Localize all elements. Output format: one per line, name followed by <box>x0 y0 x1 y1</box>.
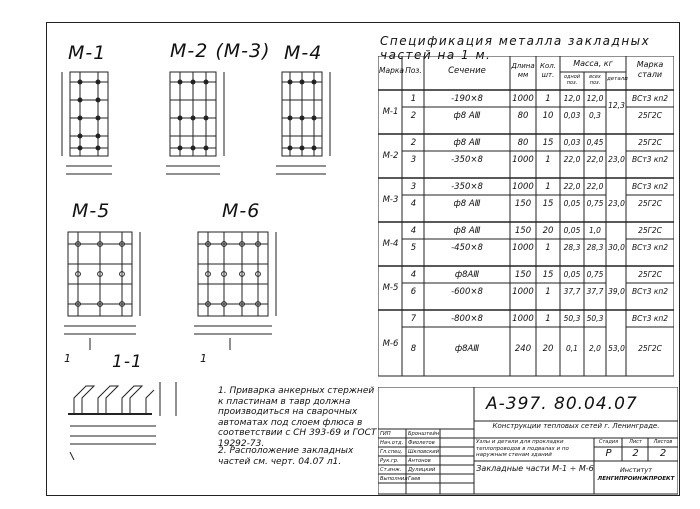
mark-m1: М-1 <box>382 107 399 117</box>
m2-plate <box>166 72 224 174</box>
mass-part-m3: 23,0 <box>608 199 625 208</box>
project-title: Конструкции тепловых сетей г. Ленинграде. <box>492 422 660 430</box>
length: 240 <box>514 344 532 354</box>
label-m5: М-5 <box>72 200 111 222</box>
label-section-1-1: 1-1 <box>112 352 143 372</box>
pos: 4 <box>410 226 417 236</box>
mass-one: 0,05 <box>563 199 581 208</box>
label-m4: М-4 <box>284 42 323 64</box>
steel: ВСт3 кп2 <box>631 182 669 191</box>
steel: 25Г2С <box>638 344 662 353</box>
section: ф8 АⅢ <box>453 138 481 148</box>
section: -800×8 <box>451 314 483 324</box>
pos: 1 <box>410 94 417 104</box>
steel: ВСт3 кп2 <box>631 314 669 323</box>
spec-title: Спецификация металла закладных частей на 1 м. <box>380 34 651 62</box>
section: -350×8 <box>451 182 483 192</box>
role-3: Рук.гр. <box>380 458 399 464</box>
pos: 4 <box>410 270 417 280</box>
mass-all: 0,3 <box>589 111 601 120</box>
mass-one: 0,03 <box>563 138 581 147</box>
pos: 4 <box>410 199 417 209</box>
mass-one: 28,3 <box>563 243 581 252</box>
mark-m2: М-2 <box>382 151 399 161</box>
pos: 7 <box>410 314 417 324</box>
length: 150 <box>514 270 532 280</box>
mass-one: 12,0 <box>563 94 581 103</box>
mass-all: 12,0 <box>586 94 604 103</box>
col-mass-one: одной поз. <box>563 74 581 86</box>
mass-all: 0,75 <box>586 199 604 208</box>
col-section: Сечение <box>448 66 486 76</box>
name-3: Антонов <box>408 458 431 464</box>
length: 1000 <box>512 243 534 253</box>
mass-all: 37,7 <box>586 287 604 296</box>
length: 150 <box>514 226 532 236</box>
col-pos: Поз. <box>405 66 422 75</box>
section-1-1 <box>68 382 176 460</box>
sheet-title: Закладные части М-1 ÷ М-6 <box>476 464 594 473</box>
mass-all: 22,0 <box>586 182 604 191</box>
sheets-value: 2 <box>659 448 667 459</box>
pos: 2 <box>410 111 417 121</box>
role-0: ГИП <box>380 431 391 437</box>
length: 150 <box>514 199 532 209</box>
qty: 20 <box>542 344 554 354</box>
qty: 20 <box>542 226 554 236</box>
mass-one: 37,7 <box>563 287 581 296</box>
label-m1: М-1 <box>68 42 107 64</box>
mark-m6: М-6 <box>382 339 399 349</box>
label-m6: М-6 <box>222 200 261 222</box>
role-1: Нач.отд. <box>380 440 404 446</box>
spec-table-grid <box>378 56 674 378</box>
qty: 1 <box>545 314 551 324</box>
length: 1000 <box>512 287 534 297</box>
m1-plate <box>62 72 112 174</box>
mass-all: 28,3 <box>586 243 604 252</box>
section: -350×8 <box>451 155 483 165</box>
steel: 25Г2С <box>638 138 662 147</box>
length: 1000 <box>512 182 534 192</box>
stage-value: Р <box>605 448 612 459</box>
mark-m4: М-4 <box>382 239 399 249</box>
mass-one: 0,1 <box>566 344 578 353</box>
pos: 6 <box>410 287 417 297</box>
mass-all: 0,45 <box>586 138 604 147</box>
col-length: Длина мм <box>511 62 535 79</box>
sheet-value: 2 <box>632 448 639 459</box>
steel: ВСт3 кп2 <box>631 287 669 296</box>
steel: ВСт3 кп2 <box>631 155 669 164</box>
qty: 1 <box>545 243 551 253</box>
qty: 15 <box>542 199 554 209</box>
pos: 5 <box>410 243 417 253</box>
org-name: ЛЕНГИПРОИНЖПРОЕКТ <box>597 476 675 482</box>
sheet-label: Лист <box>629 439 642 445</box>
m4-plate <box>276 72 330 174</box>
mark-m3: М-3 <box>382 195 399 205</box>
org-label: Институт <box>619 466 653 474</box>
name-0: Бронштейн <box>408 431 440 437</box>
note-2: 2. Расположение закладных частей см. черт. 04.07 л1. <box>218 446 354 467</box>
mass-part-m4: 30,0 <box>608 243 625 252</box>
section: ф8АⅢ <box>454 270 480 280</box>
steel: 25Г2С <box>638 270 662 279</box>
steel: 25Г2С <box>638 111 662 120</box>
mass-one: 0,03 <box>563 111 581 120</box>
col-steel: Марка стали <box>636 60 664 79</box>
pos: 8 <box>410 344 417 354</box>
mass-all: 2,0 <box>589 344 601 353</box>
name-4: Дулицкий <box>408 467 436 473</box>
mass-one: 22,0 <box>563 182 581 191</box>
length: 1000 <box>512 155 534 165</box>
col-mass-all: всех поз. <box>589 74 601 86</box>
name-5: Гаев <box>408 476 421 482</box>
sheets-label: Листов <box>653 439 673 445</box>
section: ф8 АⅢ <box>453 111 481 121</box>
name-1: Фиолетов <box>408 440 435 446</box>
length: 80 <box>517 138 529 148</box>
section: -450×8 <box>451 243 483 253</box>
note-1: 1. Приварка анкерных стержней к пластинам в тавр должна производиться на сварочных автоматах под слоем флюса в соответствии с СН 393-69 и ГОСТ 19292-73. <box>218 386 377 449</box>
steel: 25Г2С <box>638 226 662 235</box>
project-subtitle: Узлы и детали для прокладки теплопроводов в подвалах и по наружным стенам зданий <box>476 439 569 458</box>
qty: 15 <box>542 138 554 148</box>
steel: ВСт3 кп2 <box>631 94 669 103</box>
col-qty: Кол. шт. <box>540 62 556 79</box>
mass-part-m1: 12,3 <box>608 101 625 110</box>
qty: 1 <box>545 94 551 104</box>
m6-plate <box>194 232 276 350</box>
qty: 10 <box>542 111 554 121</box>
label-m2-m3: М-2 (М-3) <box>170 40 271 62</box>
steel: 25Г2С <box>638 199 662 208</box>
length: 80 <box>517 111 529 121</box>
cut-marker-right: 1 <box>200 352 207 365</box>
length: 1000 <box>512 314 534 324</box>
pos: 3 <box>410 155 417 165</box>
mass-part-m6: 53,0 <box>608 344 625 353</box>
name-2: Шкловский <box>408 449 439 455</box>
col-marka: Марка <box>379 66 404 75</box>
role-2: Гл.спец. <box>380 449 403 455</box>
mass-one: 22,0 <box>563 155 581 164</box>
col-mass-part: детали <box>607 76 628 82</box>
qty: 1 <box>545 182 551 192</box>
role-4: Ст.инж. <box>380 467 402 473</box>
length: 1000 <box>512 94 534 104</box>
section: ф8АⅢ <box>454 344 480 354</box>
doc-code: А-397. 80.04.07 <box>486 394 638 414</box>
mass-all: 22,0 <box>586 155 604 164</box>
mass-one: 50,3 <box>563 314 581 323</box>
mass-all: 1,0 <box>589 226 601 235</box>
mass-one: 0,05 <box>563 226 581 235</box>
m5-plate <box>64 232 140 350</box>
section: -600×8 <box>451 287 483 297</box>
pos: 2 <box>410 138 417 148</box>
mass-all: 0,75 <box>586 270 604 279</box>
col-mass: Масса, кг <box>573 59 613 68</box>
section: ф8 АⅢ <box>453 226 481 236</box>
qty: 1 <box>545 287 551 297</box>
mass-part-m2: 23,0 <box>608 155 625 164</box>
mass-one: 0,05 <box>563 270 581 279</box>
role-5: Выполнил <box>380 476 408 482</box>
qty: 1 <box>545 155 551 165</box>
stage-label: Стадия <box>598 439 619 445</box>
mass-all: 50,3 <box>586 314 604 323</box>
mark-m5: М-5 <box>382 283 399 293</box>
mass-part-m5: 39,0 <box>608 287 625 296</box>
pos: 3 <box>410 182 417 192</box>
section: -190×8 <box>451 94 483 104</box>
steel: ВСт3 кп2 <box>631 243 669 252</box>
cut-marker-left: 1 <box>64 352 71 365</box>
section: ф8 АⅢ <box>453 199 481 209</box>
qty: 15 <box>542 270 554 280</box>
